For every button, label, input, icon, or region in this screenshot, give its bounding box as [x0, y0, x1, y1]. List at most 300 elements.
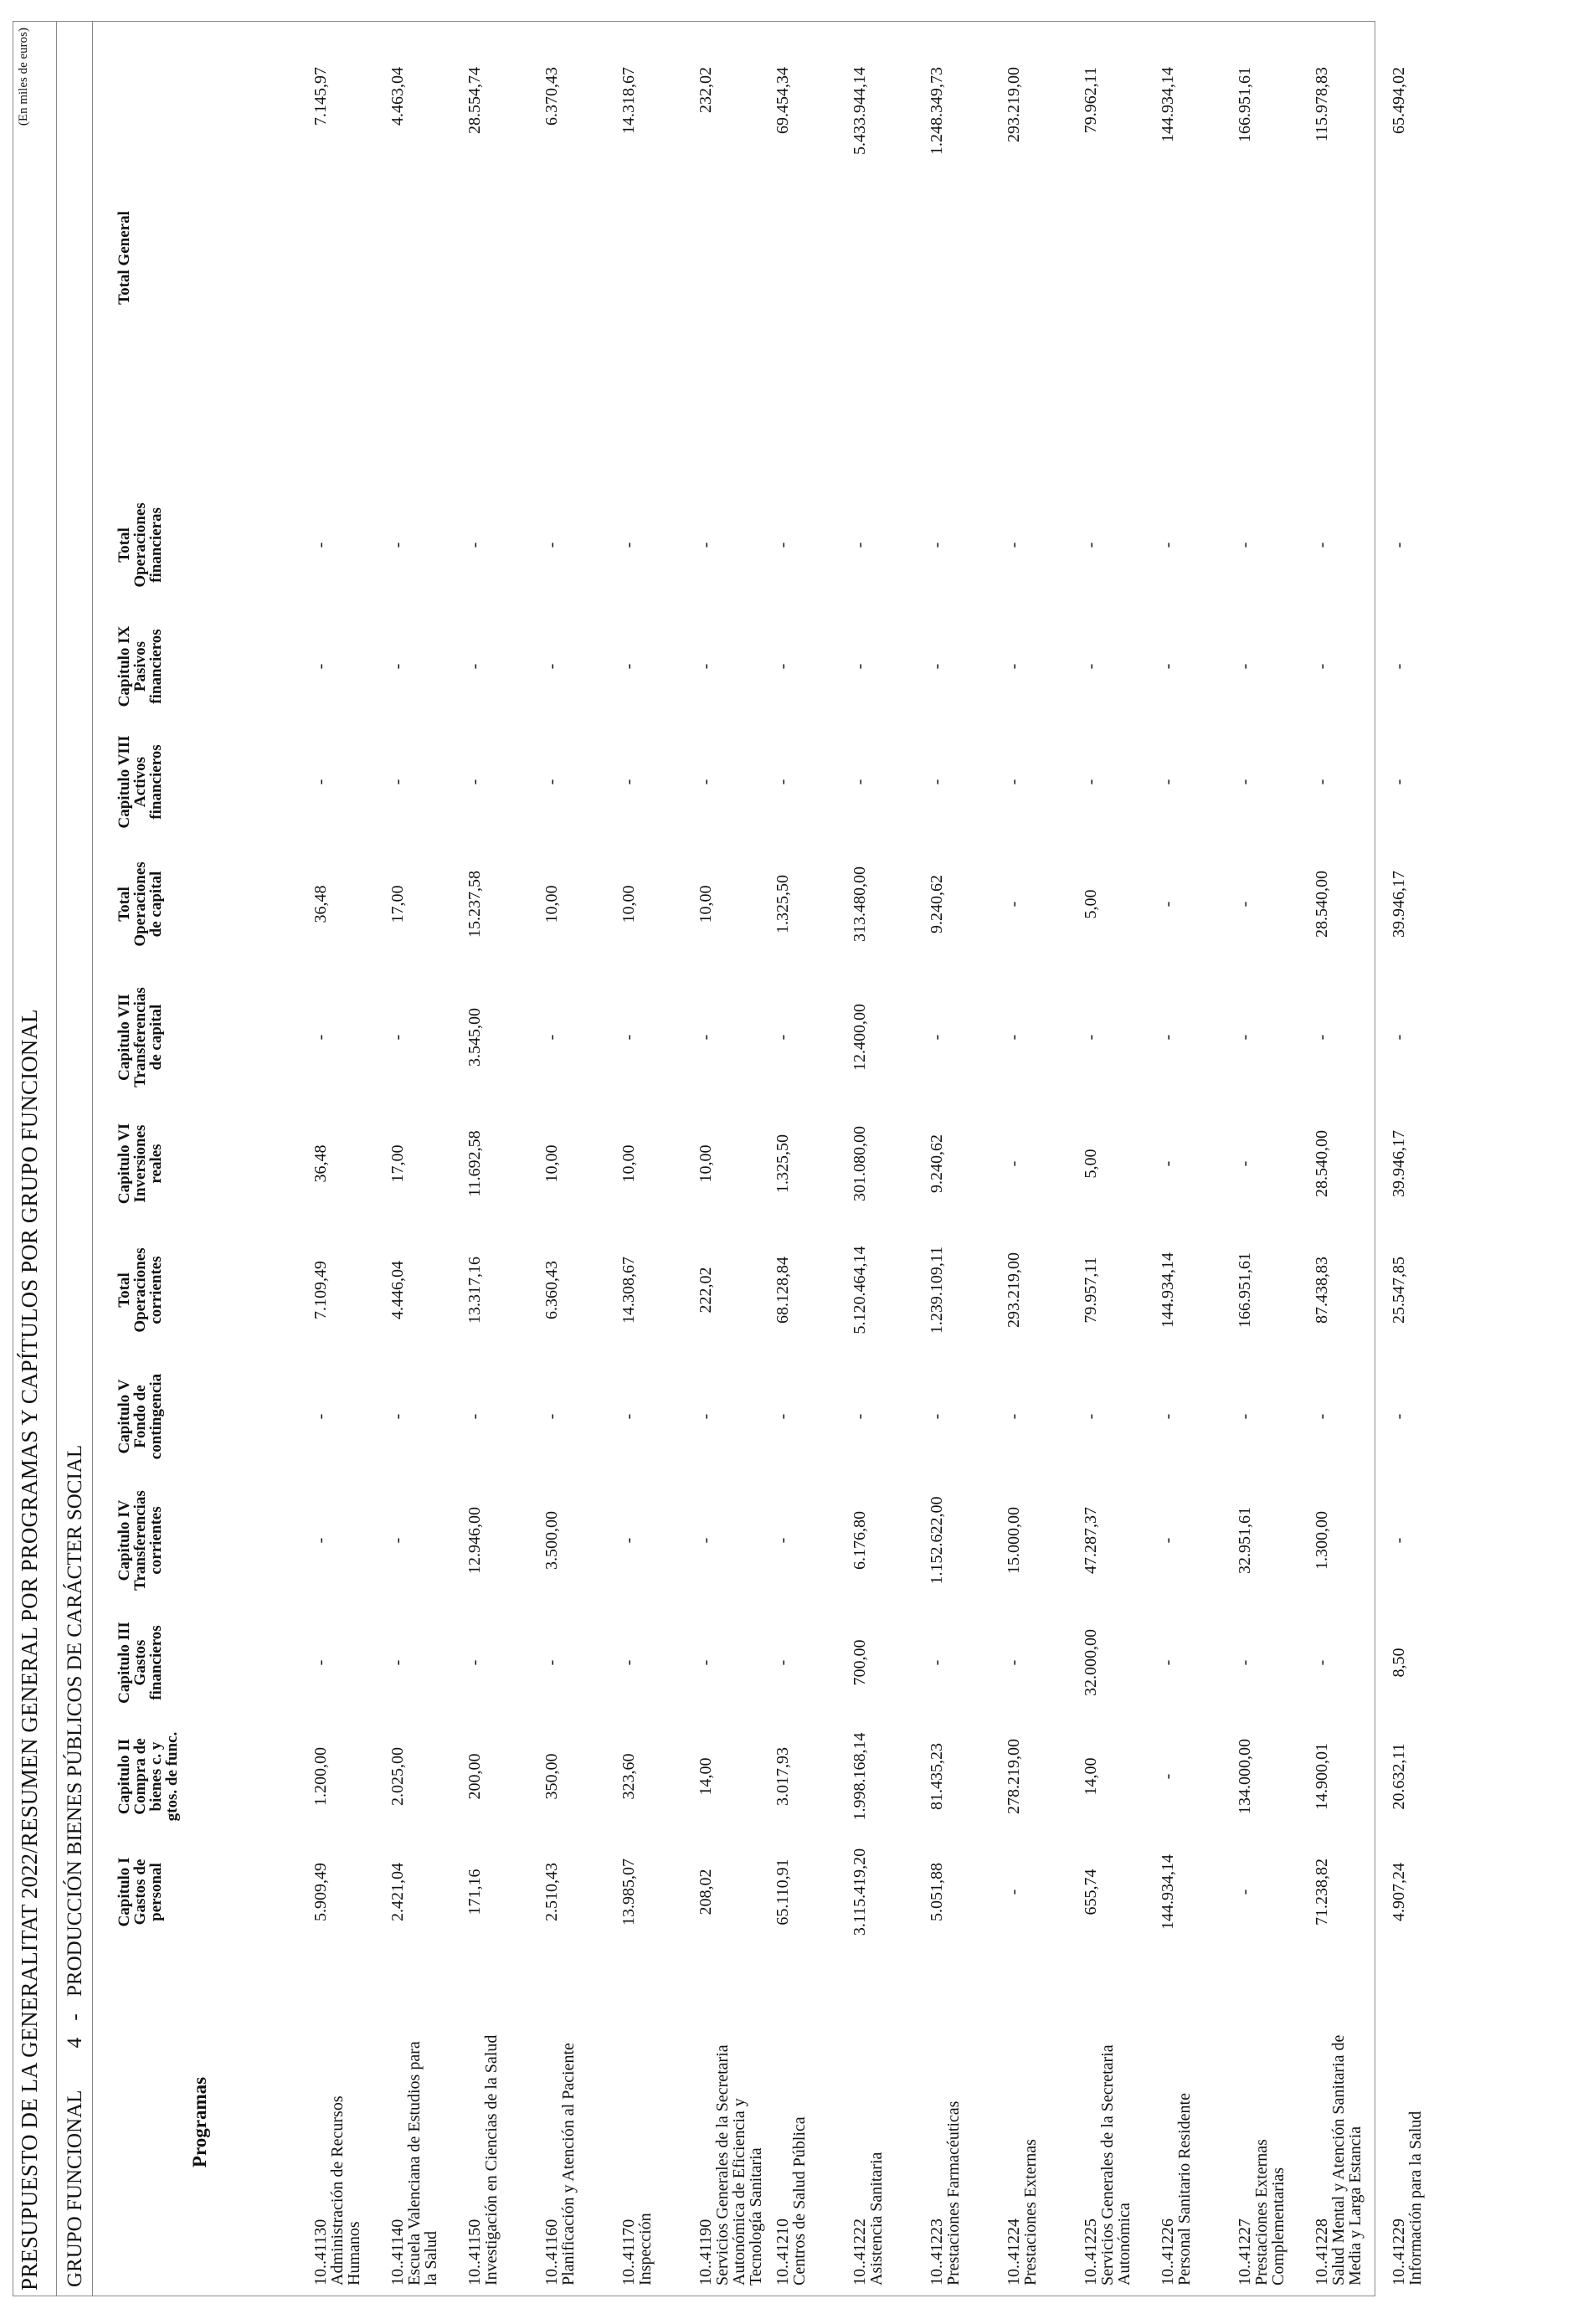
value-cell: 28.540,00	[1313, 1130, 1331, 1197]
value-cell: -	[1005, 779, 1023, 785]
value-cell: -	[1005, 901, 1023, 907]
value-cell: 5.120.464,14	[851, 1246, 869, 1334]
value-cell: 278.219,00	[1005, 1739, 1023, 1814]
column-header-line: reales	[147, 1144, 165, 1184]
program-code: 10..41150	[465, 2219, 484, 2285]
program-name: Asistencia Sanitaria	[867, 2152, 886, 2285]
value-cell: -	[696, 542, 715, 548]
column-header-line: Capitulo I	[116, 1857, 133, 1927]
value-cell: 1.325,50	[774, 875, 792, 933]
value-cell: -	[311, 663, 330, 670]
value-cell: -	[388, 542, 407, 548]
value-cell: -	[696, 1413, 715, 1420]
value-cell: 32.951,61	[1236, 1507, 1254, 1574]
program-code: 10..41130	[311, 2219, 330, 2285]
column-header-line: Compra de	[131, 1738, 149, 1815]
column-header	[95, 482, 304, 608]
value-cell: -	[1236, 1659, 1254, 1666]
total-general-cell: 115.978,83	[1313, 67, 1331, 142]
value-cell: -	[1005, 1659, 1023, 1666]
value-cell: -	[465, 542, 484, 548]
table-row	[689, 33, 766, 2294]
column-header-line: corrientes	[147, 1506, 165, 1575]
value-cell: -	[696, 1537, 715, 1544]
value-cell: 200,00	[465, 1753, 484, 1800]
value-cell: -	[1159, 901, 1177, 907]
value-cell: -	[388, 1034, 407, 1041]
value-cell: -	[311, 1537, 330, 1544]
value-cell: -	[1082, 542, 1100, 548]
column-header-line: Operaciones	[131, 861, 149, 947]
value-cell: -	[465, 663, 484, 670]
value-cell: -	[1082, 1413, 1100, 1420]
table-row	[304, 33, 381, 2294]
program-name: Centros de Salud Pública	[790, 2116, 809, 2285]
program-name: Prestaciones Externas	[1021, 2139, 1040, 2285]
value-cell: -	[1005, 1413, 1023, 1420]
program-cell	[535, 1951, 612, 2294]
program-name: Personal Sanitario Residente	[1175, 2093, 1194, 2285]
value-cell: -	[388, 779, 407, 785]
total-general-cell: 1.248.349,73	[928, 67, 946, 155]
program-cell	[766, 1951, 843, 2294]
value-cell: 5.909,49	[311, 1863, 330, 1921]
value-cell: 20.632,11	[1390, 1743, 1408, 1810]
value-cell: 65.110,91	[774, 1859, 792, 1926]
value-cell: -	[928, 1034, 946, 1041]
value-cell: 14,00	[1082, 1757, 1100, 1796]
value-cell: 10,00	[542, 1144, 561, 1183]
value-cell: -	[1390, 1537, 1408, 1544]
value-cell: -	[696, 1659, 715, 1666]
column-header-line: de capital	[147, 1004, 165, 1071]
table-row	[1228, 33, 1305, 2294]
total-general-cell: 232,02	[696, 67, 715, 113]
header-row	[95, 33, 304, 2294]
table-row	[1305, 33, 1382, 2294]
column-header-line: Gastos de	[131, 1859, 149, 1926]
program-code: 10..41225	[1082, 2219, 1100, 2285]
table-row	[458, 33, 535, 2294]
program-name: Prestaciones Farmacéuticas	[944, 2100, 963, 2285]
value-cell: 10,00	[619, 885, 638, 923]
program-cell	[920, 1951, 997, 2294]
value-cell: -	[542, 663, 561, 670]
column-header-line: Operaciones	[131, 502, 149, 588]
column-header-line: financieros	[147, 1625, 165, 1700]
total-general-cell: 65.494,02	[1390, 67, 1408, 134]
value-cell: -	[774, 542, 792, 548]
value-cell: -	[1159, 1537, 1177, 1544]
value-cell: -	[851, 1413, 869, 1420]
value-cell: -	[388, 1413, 407, 1420]
table-row	[843, 33, 920, 2294]
program-code: 10..41170	[619, 2219, 638, 2285]
value-cell: -	[388, 1537, 407, 1544]
value-cell: -	[1313, 542, 1331, 548]
value-cell: 15.237,58	[465, 871, 484, 938]
total-general-cell: 7.145,97	[311, 67, 330, 126]
value-cell: 25.547,85	[1390, 1257, 1408, 1324]
value-cell: 1.325,50	[774, 1134, 792, 1193]
total-general-cell: 6.370,43	[542, 67, 561, 126]
column-header-line: Total	[116, 1273, 133, 1308]
value-cell: -	[774, 779, 792, 785]
value-cell: 1.152.622,00	[928, 1496, 946, 1585]
program-code: 10..41229	[1390, 2219, 1408, 2285]
value-cell: -	[542, 779, 561, 785]
value-cell: -	[851, 663, 869, 670]
value-cell: 32.000,00	[1082, 1629, 1100, 1696]
program-code: 10..41223	[928, 2219, 946, 2285]
value-cell: -	[388, 663, 407, 670]
value-cell: 36,48	[311, 1144, 330, 1183]
value-cell: 10,00	[696, 885, 715, 923]
value-cell: 4.907,24	[1390, 1863, 1408, 1921]
program-cell	[381, 1951, 458, 2294]
value-cell: 323,60	[619, 1753, 638, 1800]
column-header-line: Capitulo II	[116, 1738, 133, 1815]
table-row	[1382, 33, 1459, 2294]
value-cell: -	[1159, 1659, 1177, 1666]
value-cell: 81.435,23	[928, 1743, 946, 1810]
column-header	[95, 969, 304, 1105]
value-cell: -	[465, 1413, 484, 1420]
column-header-line: Capitulo IX	[116, 625, 133, 707]
program-name: Inspección	[636, 2213, 655, 2285]
value-cell: 222,02	[696, 1267, 715, 1314]
value-cell: -	[542, 1413, 561, 1420]
value-cell: 87.438,83	[1313, 1257, 1331, 1324]
value-cell: -	[1082, 779, 1100, 785]
program-code: 10..41160	[542, 2219, 561, 2285]
value-cell: -	[1390, 663, 1408, 670]
group-dash: -	[64, 2013, 86, 2021]
column-header	[95, 839, 304, 969]
column-header-line: personal	[147, 1863, 165, 1921]
column-header-line: Inversiones	[131, 1124, 149, 1203]
program-cell	[1151, 1951, 1228, 2294]
program-cell	[1305, 1951, 1382, 2294]
value-cell: 144.934,14	[1159, 1854, 1177, 1930]
value-cell: 15.000,00	[1005, 1507, 1023, 1574]
column-header	[95, 725, 304, 839]
column-header	[95, 1358, 304, 1475]
table-row	[1151, 33, 1228, 2294]
value-cell: -	[311, 1034, 330, 1041]
value-cell: -	[851, 779, 869, 785]
value-cell: -	[1236, 901, 1254, 907]
value-cell: -	[774, 1659, 792, 1666]
value-cell: 9.240,62	[928, 875, 946, 933]
value-cell: 17,00	[388, 885, 407, 923]
program-name: Prestaciones Externas Complementarias	[1252, 2139, 1287, 2285]
column-header-line: Activos	[131, 756, 149, 808]
value-cell: -	[542, 542, 561, 548]
value-cell: 11.692,58	[465, 1130, 484, 1197]
value-cell: -	[619, 1537, 638, 1544]
value-cell: -	[928, 1413, 946, 1420]
column-header-line: Capitulo VII	[116, 994, 133, 1081]
column-header	[95, 1475, 304, 1606]
value-cell: 3.115.419,20	[851, 1848, 869, 1936]
total-general-cell: 5.433.944,14	[851, 67, 869, 155]
program-cell	[843, 1951, 920, 2294]
column-header-line: Capitulo IV	[116, 1499, 133, 1581]
value-cell: 12.400,00	[851, 1004, 869, 1071]
column-header	[95, 1720, 304, 1833]
value-cell: 166.951,61	[1236, 1252, 1254, 1328]
value-cell: -	[311, 542, 330, 548]
program-code: 10..41210	[774, 2219, 792, 2285]
value-cell: -	[928, 779, 946, 785]
column-header-line: gtos. de func.	[163, 1731, 181, 1822]
column-header	[95, 1833, 304, 1951]
table-row	[766, 33, 843, 2294]
column-header	[95, 33, 304, 482]
value-cell: -	[1313, 779, 1331, 785]
value-cell: 10,00	[696, 1144, 715, 1183]
value-cell: 1.239.109,11	[928, 1246, 946, 1334]
value-cell: -	[1005, 1034, 1023, 1041]
value-cell: -	[465, 1659, 484, 1666]
column-header-line: Transferencias	[131, 1490, 149, 1591]
value-cell: -	[696, 1034, 715, 1041]
total-general-cell: 14.318,67	[619, 67, 638, 134]
value-cell: -	[1236, 1889, 1254, 1895]
value-cell: -	[619, 1659, 638, 1666]
value-cell: 134.000,00	[1236, 1739, 1254, 1814]
value-cell: 71.238,82	[1313, 1859, 1331, 1926]
value-cell: 13.985,07	[619, 1859, 638, 1926]
column-header-line: Total General	[116, 211, 133, 305]
program-name: Servicios Generales de la Secretaria Autonómica	[1098, 2044, 1133, 2285]
value-cell: -	[388, 1659, 407, 1666]
column-header-line: Programas	[188, 2076, 210, 2168]
value-cell: 5.051,88	[928, 1863, 946, 1921]
value-cell: 208,02	[696, 1869, 715, 1915]
total-general-cell: 166.951,61	[1236, 67, 1254, 142]
value-cell: -	[1082, 663, 1100, 670]
value-cell: 2.421,04	[388, 1863, 407, 1921]
value-cell: -	[1236, 1034, 1254, 1041]
value-cell: 28.540,00	[1313, 871, 1331, 938]
value-cell: 47.287,37	[1082, 1507, 1100, 1574]
column-header-line: Capitulo VI	[116, 1123, 133, 1205]
column-header-line: contingencia	[147, 1373, 165, 1460]
value-cell: 5,00	[1082, 1149, 1100, 1179]
column-header	[95, 1606, 304, 1720]
column-header-line: Total	[116, 527, 133, 563]
value-cell: -	[1313, 1034, 1331, 1041]
value-cell: 6.176,80	[851, 1511, 869, 1570]
value-cell: 14.900,01	[1313, 1743, 1331, 1810]
value-cell: -	[1005, 663, 1023, 670]
program-cell	[612, 1951, 689, 2294]
table-row	[381, 33, 458, 2294]
value-cell: 655,74	[1082, 1869, 1100, 1915]
value-cell: -	[774, 1413, 792, 1420]
value-cell: -	[1159, 1160, 1177, 1167]
column-header-line: Capitulo VIII	[116, 735, 133, 829]
program-cell	[304, 1951, 381, 2294]
value-cell: -	[1005, 1160, 1023, 1167]
program-code: 10..41226	[1159, 2219, 1177, 2285]
units-note: (En miles de euros)	[17, 28, 30, 126]
value-cell: -	[851, 542, 869, 548]
program-cell	[1382, 1951, 1459, 2294]
value-cell: 7.109,49	[311, 1261, 330, 1319]
column-header-line: Transferencias	[131, 987, 149, 1087]
value-cell: 3.500,00	[542, 1511, 561, 1570]
value-cell: 39.946,17	[1390, 1130, 1408, 1197]
value-cell: 13.317,16	[465, 1257, 484, 1324]
value-cell: 12.946,00	[465, 1507, 484, 1574]
value-cell: -	[542, 1034, 561, 1041]
column-header-line: Operaciones	[131, 1247, 149, 1333]
value-cell: 39.946,17	[1390, 871, 1408, 938]
column-header-line: financieras	[147, 507, 165, 583]
column-header-line: Total	[116, 887, 133, 922]
group-number: 4	[64, 2037, 86, 2049]
value-cell: -	[1390, 1034, 1408, 1041]
value-cell: -	[774, 1537, 792, 1544]
functional-group	[64, 1445, 87, 2287]
program-name: Información para la Salud	[1406, 2111, 1425, 2285]
value-cell: -	[696, 779, 715, 785]
program-code: 10..41190	[696, 2219, 715, 2285]
column-header-line: de capital	[147, 871, 165, 938]
value-cell: 6.360,43	[542, 1261, 561, 1319]
value-cell: 144.934,14	[1159, 1252, 1177, 1328]
value-cell: -	[1390, 779, 1408, 785]
value-cell: -	[1159, 1034, 1177, 1041]
program-cell	[1074, 1951, 1151, 2294]
value-cell: -	[1159, 542, 1177, 548]
program-code: 10..41227	[1236, 2219, 1254, 2285]
value-cell: -	[619, 542, 638, 548]
value-cell: -	[1005, 1889, 1023, 1895]
value-cell: 36,48	[311, 885, 330, 923]
value-cell: -	[1313, 1413, 1331, 1420]
value-cell: 301.080,00	[851, 1126, 869, 1201]
column-header-line: Capitulo III	[116, 1622, 133, 1704]
table-row	[920, 33, 997, 2294]
value-cell: 171,16	[465, 1869, 484, 1915]
column-header-programas	[95, 1951, 304, 2294]
program-name: Servicios Generales de la Secretaria Autonómica de Eficiencia y Tecnología Sanitaria	[713, 2044, 765, 2285]
value-cell: 4.446,04	[388, 1261, 407, 1319]
total-general-cell: 144.934,14	[1159, 67, 1177, 142]
program-cell	[689, 1951, 766, 2294]
value-cell: -	[1005, 542, 1023, 548]
value-cell: -	[696, 663, 715, 670]
value-cell: -	[1236, 1413, 1254, 1420]
table-row	[1074, 33, 1151, 2294]
value-cell: -	[619, 663, 638, 670]
value-cell: -	[928, 663, 946, 670]
value-cell: -	[311, 1659, 330, 1666]
report-title: PRESUPUESTO DE LA GENERALITAT 2022/RESUMEN GENERAL POR PROGRAMAS Y CAPÍTULOS POR GRUPO FUNCIONAL	[17, 1009, 42, 2291]
column-header-line: Capitulo V	[116, 1379, 133, 1454]
total-general-cell: 79.962,11	[1082, 67, 1100, 134]
value-cell: 700,00	[851, 1639, 869, 1686]
program-name: Escuela Valenciana de Estudios para la Salud	[405, 2041, 440, 2285]
value-cell: 350,00	[542, 1753, 561, 1800]
table-row	[535, 33, 612, 2294]
program-name: Administración de Recursos Humanos	[328, 2095, 363, 2285]
value-cell: 1.300,00	[1313, 1511, 1331, 1570]
value-cell: -	[1236, 542, 1254, 548]
value-cell: -	[1159, 1773, 1177, 1780]
value-cell: -	[774, 1034, 792, 1041]
column-header-line: corrientes	[147, 1256, 165, 1324]
value-cell: -	[928, 1659, 946, 1666]
value-cell: -	[1313, 663, 1331, 670]
column-header-line: financieros	[147, 744, 165, 820]
value-cell: 3.545,00	[465, 1008, 484, 1067]
value-cell: -	[1082, 1034, 1100, 1041]
budget-table	[95, 33, 1459, 2294]
program-cell	[458, 1951, 535, 2294]
value-cell: 5,00	[1082, 889, 1100, 919]
value-cell: 2.510,43	[542, 1863, 561, 1921]
program-code: 10..41140	[388, 2219, 407, 2285]
value-cell: -	[311, 779, 330, 785]
value-cell: -	[1236, 1160, 1254, 1167]
program-cell	[997, 1951, 1074, 2294]
total-general-cell: 4.463,04	[388, 67, 407, 126]
value-cell: 3.017,93	[774, 1747, 792, 1806]
program-name: Salud Mental y Atención Sanitaria de Media y Larga Estancia	[1329, 2034, 1365, 2285]
value-cell: -	[619, 779, 638, 785]
column-header-line: Gastos	[131, 1639, 149, 1686]
value-cell: 68.128,84	[774, 1257, 792, 1324]
value-cell: 1.200,00	[311, 1747, 330, 1806]
value-cell: -	[1159, 663, 1177, 670]
value-cell: -	[1390, 542, 1408, 548]
table-row	[612, 33, 689, 2294]
program-code: 10..41222	[851, 2219, 869, 2285]
value-cell: -	[1236, 779, 1254, 785]
value-cell: -	[619, 1034, 638, 1041]
value-cell: 10,00	[619, 1144, 638, 1183]
value-cell: 14.308,67	[619, 1257, 638, 1324]
value-cell: 9.240,62	[928, 1134, 946, 1193]
group-divider	[92, 21, 93, 2296]
value-cell: -	[1313, 1659, 1331, 1666]
value-cell: 1.998.168,14	[851, 1732, 869, 1821]
value-cell: -	[619, 1413, 638, 1420]
value-cell: 2.025,00	[388, 1747, 407, 1806]
total-general-cell: 293.219,00	[1005, 67, 1023, 142]
value-cell: 14,00	[696, 1757, 715, 1796]
group-description: PRODUCCIÓN BIENES PÚBLICOS DE CARÁCTER SOCIAL	[64, 1444, 86, 1997]
column-header-line: bienes c. y	[147, 1741, 165, 1812]
program-cell	[1228, 1951, 1305, 2294]
value-cell: -	[928, 542, 946, 548]
program-code: 10..41228	[1313, 2219, 1331, 2285]
value-cell: -	[542, 1659, 561, 1666]
column-header-line: Pasivos	[131, 640, 149, 692]
title-divider	[56, 21, 57, 2296]
value-cell: 313.480,00	[851, 866, 869, 942]
column-header-line: Fondo de	[131, 1385, 149, 1448]
table-body	[304, 33, 1459, 2294]
value-cell: -	[774, 663, 792, 670]
program-name: Planificación y Atención al Paciente	[559, 2043, 578, 2285]
column-header	[95, 608, 304, 725]
